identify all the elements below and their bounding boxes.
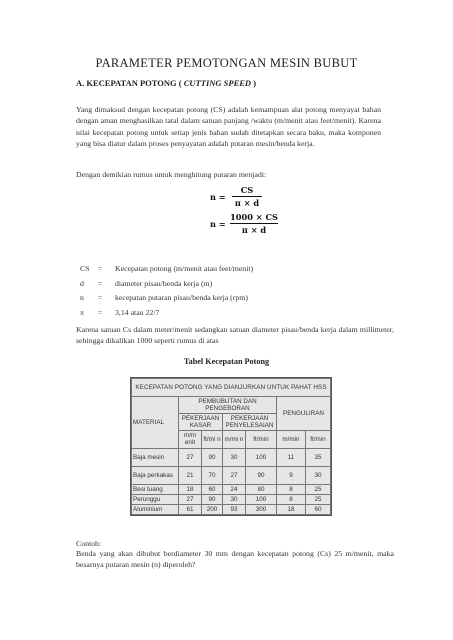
definition-symbol: d (80, 278, 84, 288)
formula-2 (210, 212, 280, 238)
unit-header: ft/min (306, 430, 331, 448)
table-caption: KECEPATAN POTONG YANG DIANJURKAN UNTUK PAHAT HSS (132, 379, 331, 397)
value-cell: 90 (202, 494, 223, 504)
value-cell: 80 (246, 484, 277, 494)
value-cell: 11 (277, 448, 306, 466)
paragraph-definition: Yang dimaksud dengan kecepatan potong (CS) adalah kemampuan alat potong menyayat bahan dengan aman menghasilkan tatal dalam satuan panjang /waktu (m/menit atau feet/menit). Karena nilai kecepatan potong untuk setiap jenis bahan sudah ditetapkan secara baku, maka komponen yang bisa diatur dalam proses penyayatan adalah putaran mesin/benda kerja. (76, 105, 381, 149)
value-cell: 30 (306, 466, 331, 484)
value-cell: 30 (223, 448, 246, 466)
table-row (132, 504, 331, 514)
value-cell: 200 (202, 504, 223, 514)
unit-header: m/mi n (223, 430, 246, 448)
definition-text: diameter pisau/benda kerja (m) (115, 278, 213, 288)
value-cell: 93 (223, 504, 246, 514)
value-cell: 27 (179, 448, 202, 466)
value-cell: 27 (179, 494, 202, 504)
value-cell: 90 (246, 466, 277, 484)
group-header-threading: PENGULIRAN (277, 396, 331, 430)
value-cell: 100 (246, 448, 277, 466)
example-label: Contoh: (76, 539, 102, 548)
unit-header: m/min (277, 430, 306, 448)
value-cell: 25 (306, 494, 331, 504)
definition-equals: = (98, 264, 103, 273)
table-row (132, 466, 331, 484)
unit-header: ft/mi n (202, 430, 223, 448)
value-cell: 60 (306, 504, 331, 514)
definition-text: kecepatan putaran pisau/benda kerja (rpm) (115, 293, 248, 303)
formula-2-denominator: π × d (241, 225, 267, 235)
formula-1-lhs: n = (210, 192, 226, 202)
cutting-speed-table (130, 377, 332, 516)
material-cell: Besi tuang (132, 484, 179, 494)
value-cell: 18 (179, 484, 202, 494)
table-row (132, 448, 331, 466)
heading-italic: CUTTING SPEED (183, 78, 252, 88)
table-row (132, 494, 331, 504)
subheader-rough: PEKERJAAN KASAR (179, 413, 223, 430)
table-title: Tabel Kecepatan Potong (183, 357, 270, 366)
group-header-turning: PEMBUBUTAN DAN PENGEBORAN (179, 396, 277, 413)
formula-2-lhs: n = (210, 219, 226, 229)
heading-suffix: ) (251, 78, 257, 88)
value-cell: 8 (277, 484, 306, 494)
value-cell: 18 (277, 504, 306, 514)
formula-1-denominator: π × d (234, 198, 260, 208)
definition-symbol: π (80, 307, 84, 317)
definition-equals: = (98, 307, 103, 317)
material-header: MATERIAL (132, 396, 179, 448)
value-cell: 90 (202, 448, 223, 466)
value-cell: 61 (179, 504, 202, 514)
formula-1 (210, 185, 270, 211)
value-cell: 21 (179, 466, 202, 484)
paragraph-formula-intro: Dengan demikian rumus untuk menghitung putaran menjadi: (76, 170, 267, 179)
value-cell: 30 (223, 494, 246, 504)
formula-2-fraction-bar (230, 223, 278, 224)
material-cell: Baja perkakas (132, 466, 179, 484)
heading-prefix: A. KECEPATAN POTONG ( (76, 78, 184, 88)
material-cell: Baja mesin (132, 448, 179, 466)
definition-symbol: n (80, 293, 84, 303)
formula-2-numerator: 1000 × CS (230, 212, 278, 222)
page-title: PARAMETER PEMOTONGAN MESIN BUBUT (95, 56, 358, 70)
formula-1-fraction-bar (232, 196, 262, 197)
paragraph-unit-note: Karena satuan Cs dalam meter/menit sedangkan satuan diameter pisau/benda kerja dalam millimeter, sehingga dikalikan 1000 seperti rumus di atas (76, 325, 394, 346)
definition-text: Kecepatan potong (m/menit atau feet/menit) (115, 264, 254, 273)
section-heading (76, 78, 256, 88)
value-cell: 60 (202, 484, 223, 494)
value-cell: 35 (306, 448, 331, 466)
value-cell: 9 (277, 466, 306, 484)
paragraph-example: Benda yang akan dibubut berdiameter 30 mm dengan kecepatan potong (Cs) 25 m/menit, maka besarnya putaran mesin (n) diperoleh? (76, 549, 394, 570)
definition-equals: = (98, 293, 103, 303)
formula-1-numerator: CS (240, 185, 254, 195)
value-cell: 27 (223, 466, 246, 484)
value-cell: 25 (306, 484, 331, 494)
definition-text: 3,14 atau 22/7 (115, 307, 160, 317)
value-cell: 70 (202, 466, 223, 484)
subheader-finishing: PEKERJAAN PENYELESAIAN (223, 413, 277, 430)
table-row (132, 484, 331, 494)
value-cell: 24 (223, 484, 246, 494)
value-cell: 300 (246, 504, 277, 514)
unit-header: ft/min (246, 430, 277, 448)
definition-symbol: CS (80, 264, 90, 273)
definition-equals: = (98, 278, 103, 288)
material-cell: Aluminium (132, 504, 179, 514)
value-cell: 8 (277, 494, 306, 504)
value-cell: 100 (246, 494, 277, 504)
unit-header: m/m enit (179, 430, 202, 448)
material-cell: Perunggu (132, 494, 179, 504)
